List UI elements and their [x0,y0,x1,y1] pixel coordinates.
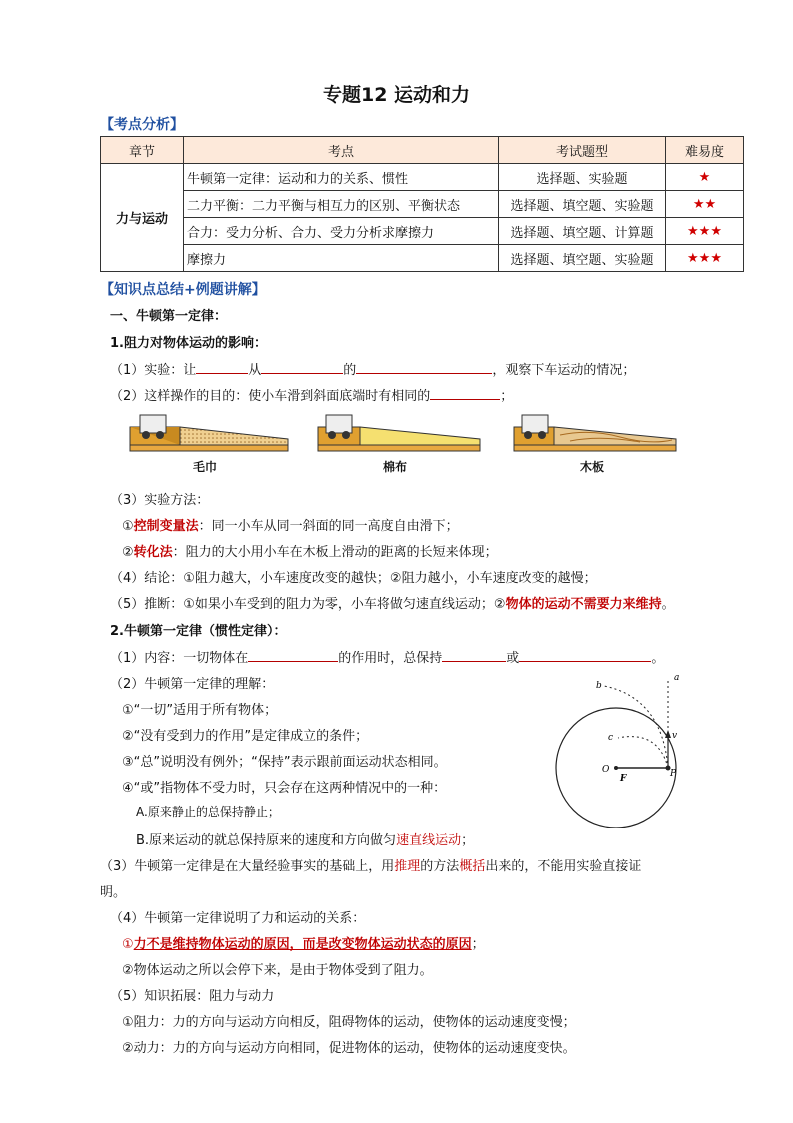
text: 。 [651,651,665,666]
table-row [101,191,744,218]
relation-2: ②物体运动之所以会停下来，是由于物体受到了阻力。 [122,963,433,978]
chapter-cell: 力与运动 [101,164,184,272]
heading-newton-law: 一、牛顿第一定律： [110,309,228,324]
text: （5）推断：①如果小车受到的阻力为零，小车将做匀速直线运动；② [110,597,506,612]
caption-wood: 木板 [579,460,604,474]
experiment-line [110,359,635,378]
difficulty-cell: ★★★ [666,218,744,245]
text: ，观察下车运动的情况； [492,363,636,378]
conclusion-line: （4）结论：①阻力越大，小车速度改变的越快；②阻力越小，小车速度改变的越慢； [110,571,597,586]
label-v: v [672,731,678,741]
derivation-line [100,855,641,874]
text: ； [500,389,514,404]
point-cell: 牛顿第一定律：运动和力的关系、惯性 [184,164,499,191]
text: ① [122,519,134,534]
text: （1）内容：一切物体在 [110,651,249,666]
difficulty-cell: ★★ [666,191,744,218]
fill-blank[interactable] [519,649,651,662]
highlight: 力不是维持物体运动的原因，而是改变物体运动状态的原因 [133,937,472,952]
text: （1）实验：让 [110,363,197,378]
section-knowledge: 【知识点总结+例题讲解】 [100,282,266,298]
understanding-heading: （2）牛顿第一定律的理解： [110,677,275,692]
extension-heading: （5）知识拓展：阻力与动力 [110,989,275,1004]
page-title: 专题12 运动和力 [322,84,471,106]
header-point: 考点 [184,137,499,164]
fill-blank[interactable] [248,649,338,662]
text: 或 [506,651,520,666]
content-line [110,647,664,666]
relation-1 [122,933,485,952]
label-b: b [596,681,602,691]
highlight: 概括 [459,859,486,874]
exam-table [100,136,744,272]
highlight: 物体的运动不需要力来维持 [505,597,662,612]
table-row [101,164,744,191]
label-p: P [670,769,677,779]
header-chapter: 章节 [101,137,184,164]
understanding-3: ③“总”说明没有例外；“保持”表示跟前面运动状态相同。 [122,755,447,770]
type-cell: 选择题、填空题、实验题 [499,191,666,218]
circular-motion-diagram [548,668,698,828]
text: ：同一小车从同一斜面的同一高度自由滑下； [198,519,459,534]
understanding-4: ④“或”指物体不受力时，只会存在这两种情况中的一种： [122,781,447,796]
fill-blank[interactable] [356,361,492,374]
understanding-2: ②“没有受到力的作用”是定律成立的条件； [122,729,369,744]
text: （3）牛顿第一定律是在大量经验事实的基础上，用 [100,859,395,874]
type-cell: 选择题、填空题、计算题 [499,218,666,245]
purpose-line [110,385,513,404]
text: ② [122,545,134,560]
highlight: 速直线运动 [396,833,462,848]
text: ； [471,937,485,952]
label-o: O [602,765,610,775]
type-cell: 选择题、填空题、实验题 [499,245,666,272]
text: 出来的，不能用实验直接证 [485,859,642,874]
method-line-2 [122,541,498,560]
label-a: a [674,673,680,683]
point-cell: 摩擦力 [184,245,499,272]
fill-blank[interactable] [261,361,343,374]
header-type: 考试题型 [499,137,666,164]
label-f: F [620,774,627,784]
text: ：阻力的大小用小车在木板上滑动的距离的长短来体现； [172,545,498,560]
understanding-1: ①“一切”适用于所有物体； [122,703,278,718]
header-difficulty: 难易度 [666,137,744,164]
method-line-1 [122,515,459,534]
method-heading: （3）实验方法： [110,493,210,508]
derivation-line-end: 明。 [100,885,127,900]
table-row [101,218,744,245]
table-header-row [101,137,744,164]
highlight: 推理 [394,859,421,874]
text: 。 [661,597,675,612]
type-cell: 选择题、实验题 [499,164,666,191]
inference-line [110,593,675,612]
text: ； [461,833,475,848]
fill-blank[interactable] [196,361,248,374]
text: ① [122,937,134,952]
fill-blank[interactable] [442,649,506,662]
relation-heading: （4）牛顿第一定律说明了力和运动的关系： [110,911,366,926]
understanding-b [136,829,474,848]
subheading-newton-law: 2.牛顿第一定律（惯性定律）： [110,624,287,639]
subheading-resistance: 1.阻力对物体运动的影响： [110,336,267,351]
caption-cotton: 棉布 [382,460,407,474]
extension-2: ②动力：力的方向与运动方向相同，促进物体的运动，使物体的运动速度变快。 [122,1041,576,1056]
text: B.原来运动的就总保持原来的速度和方向做匀 [136,833,397,848]
text: 从 [248,363,262,378]
text: 的 [343,363,357,378]
label-c: c [608,733,614,743]
difficulty-cell: ★★★ [666,245,744,272]
text: 的作用时，总保持 [338,651,443,666]
highlight: 控制变量法 [133,519,199,534]
highlight: 转化法 [133,545,173,560]
difficulty-cell: ★ [666,164,744,191]
point-cell: 合力：受力分析、合力、受力分析求摩擦力 [184,218,499,245]
point-cell: 二力平衡：二力平衡与相互力的区别、平衡状态 [184,191,499,218]
text: 的方法 [420,859,460,874]
ramp-towel [130,415,288,451]
table-row [101,245,744,272]
fill-blank[interactable] [430,387,500,400]
understanding-a: A.原来静止的总保持静止； [136,805,280,819]
section-exam-analysis: 【考点分析】 [100,117,184,133]
text: （2）这样操作的目的：使小车滑到斜面底端时有相同的 [110,389,431,404]
ramp-cotton [318,415,480,451]
extension-1: ①阻力：力的方向与运动方向相反，阻碍物体的运动，使物体的运动速度变慢； [122,1015,576,1030]
caption-towel: 毛巾 [192,460,217,474]
ramp-wood [514,415,676,451]
